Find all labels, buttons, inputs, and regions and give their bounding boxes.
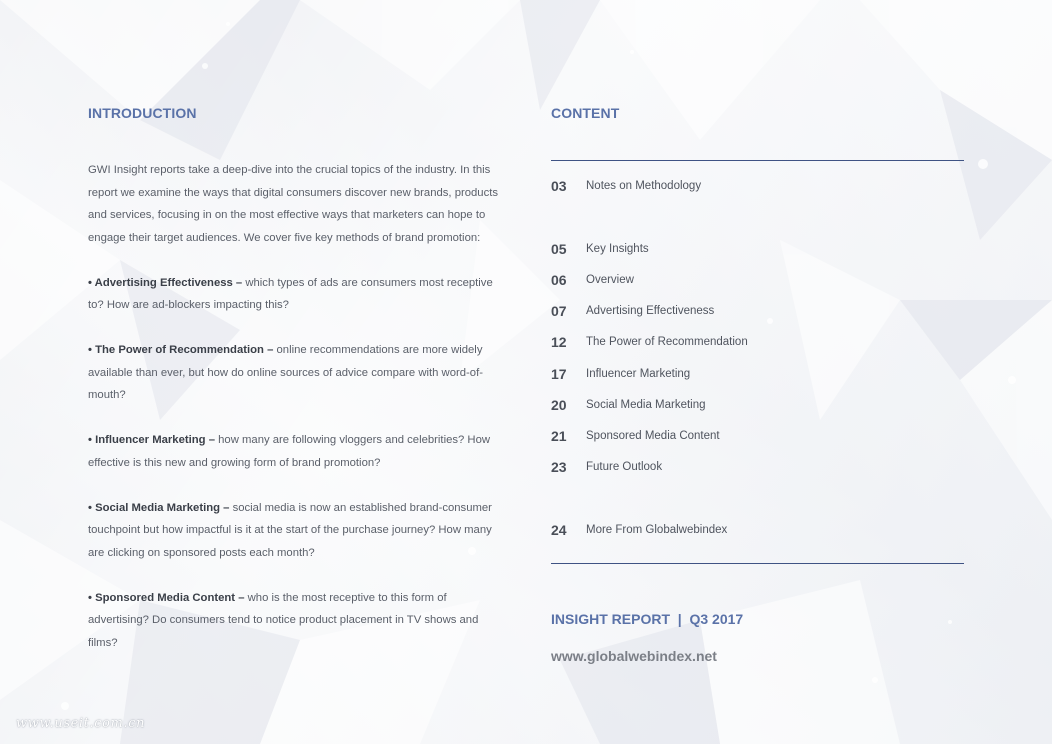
toc-page-number: 20 — [551, 397, 567, 413]
toc-item-advertising-effectiveness[interactable] — [551, 301, 714, 321]
bullet-text: social media is now an established brand-consumer touchpoint but how impactful is it at the start of the purchase journey? How many are clicking on sponsored posts each month? — [88, 501, 492, 559]
introduction-lead: GWI Insight reports take a deep-dive into the crucial topics of the industry. In this report we examine the ways that digital consumers discover new brands, products and services, focusing in on the most effective ways that marketers can hope to engage their target audiences. We cover five key methods of brand promotion: — [88, 164, 499, 244]
bullet-text: online recommendations are more widely available than ever, but how do online sources of advice compare with word-of-mouth? — [88, 344, 483, 401]
bullet-sponsored-media-content — [88, 587, 500, 655]
bullet-social-media-marketing — [88, 497, 500, 565]
bullet-text: which types of ads are consumers most receptive to? How are ad-blockers impacting this? — [88, 276, 493, 311]
toc-page-number: 07 — [551, 303, 567, 319]
bullet-text: how many are following vloggers and celebrities? How effective is this new and growing form of brand promotion? — [88, 434, 491, 469]
toc-item-power-of-recommendation[interactable] — [551, 332, 748, 352]
bullet-power-of-recommendation — [88, 339, 500, 407]
toc-page-number: 17 — [551, 366, 567, 382]
toc-item-future-outlook[interactable] — [551, 457, 662, 477]
bullet-influencer-marketing — [88, 429, 500, 474]
toc-item-methodology[interactable] — [551, 176, 701, 196]
toc-title: Notes on Methodology — [586, 180, 702, 192]
toc-page-number: 05 — [551, 241, 567, 257]
watermark: www.useit.com.cn — [16, 716, 146, 731]
bullet-title: • Sponsored Media Content – — [88, 591, 245, 604]
toc-top-divider — [551, 160, 964, 161]
toc-title: The Power of Recommendation — [586, 336, 748, 348]
toc-title: More From Globalwebindex — [586, 524, 728, 536]
toc-item-social-media-marketing[interactable] — [551, 395, 706, 415]
toc-title: Future Outlook — [586, 461, 663, 473]
bullet-title: • Influencer Marketing – — [88, 434, 215, 446]
report-label: INSIGHT REPORT | Q3 2017 — [551, 611, 744, 627]
content-heading: CONTENT — [551, 105, 620, 121]
toc-item-key-insights[interactable] — [551, 239, 649, 259]
toc-bottom-divider — [551, 563, 964, 564]
website-link[interactable]: www.globalwebindex.net — [551, 648, 717, 664]
introduction-heading: INTRODUCTION — [88, 105, 197, 121]
bullet-title: • Social Media Marketing – — [88, 501, 230, 514]
bullet-advertising-effectiveness — [88, 272, 500, 317]
toc-item-overview[interactable] — [551, 270, 634, 290]
bullet-title: • Advertising Effectiveness – — [88, 276, 243, 289]
toc-title: Overview — [586, 274, 634, 286]
toc-title: Sponsored Media Content — [586, 430, 720, 442]
toc-item-sponsored-media-content[interactable] — [551, 426, 720, 446]
toc-item-more-from-globalwebindex[interactable] — [551, 520, 727, 540]
toc-page-number: 23 — [551, 459, 567, 475]
toc-page-number: 21 — [551, 428, 567, 444]
toc-item-influencer-marketing[interactable] — [551, 364, 690, 384]
bullet-text: who is the most receptive to this form of advertising? Do consumers tend to notice product placement in TV shows and films? — [88, 591, 479, 649]
toc-page-number: 12 — [551, 334, 567, 350]
toc-title: Key Insights — [586, 243, 649, 255]
bullet-title: • The Power of Recommendation – — [88, 344, 274, 356]
toc-page-number: 24 — [551, 522, 567, 538]
toc-title: Social Media Marketing — [586, 399, 706, 411]
toc-page-number: 06 — [551, 272, 567, 288]
introduction-body — [88, 159, 500, 677]
toc-page-number: 03 — [551, 178, 567, 194]
toc-title: Influencer Marketing — [586, 368, 691, 380]
toc-title: Advertising Effectiveness — [586, 305, 715, 317]
